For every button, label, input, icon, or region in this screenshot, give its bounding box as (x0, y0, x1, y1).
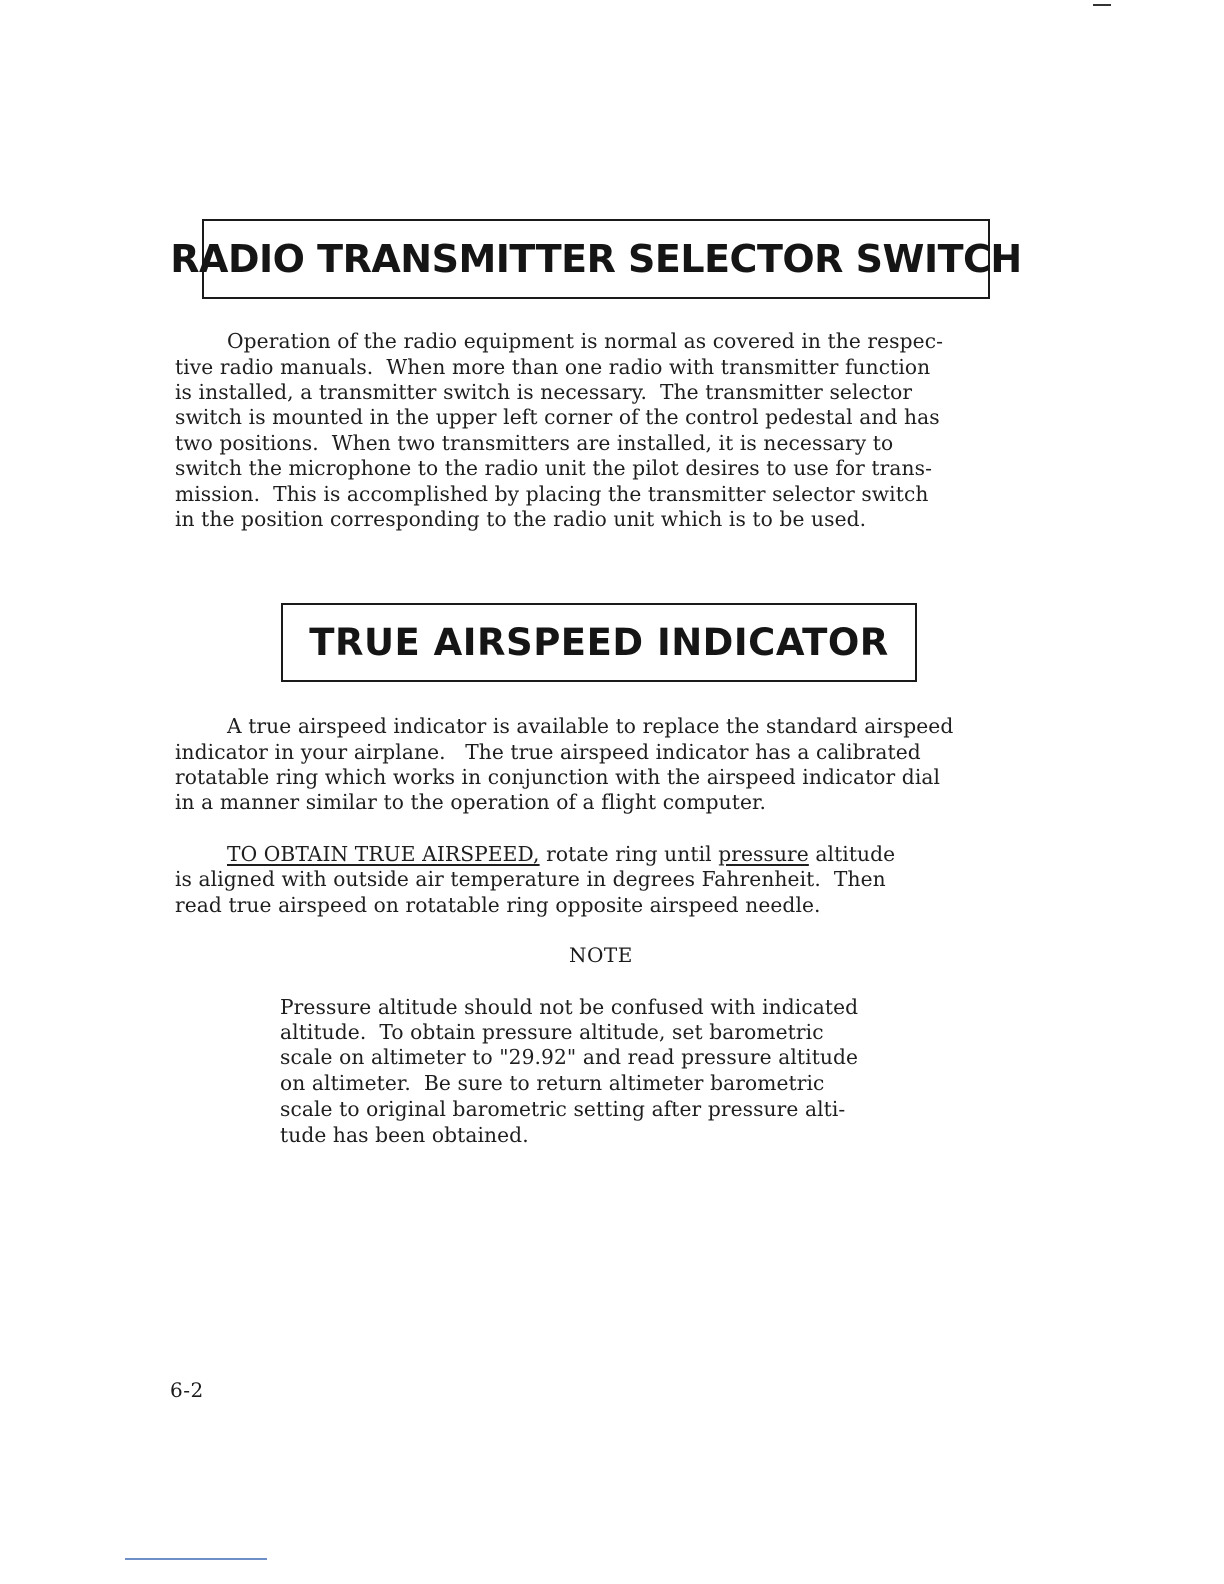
note-line: Pressure altitude should not be confused with indicated (280, 995, 859, 1019)
text-line (227, 842, 895, 867)
text-line: tive radio manuals. When more than one radio with transmitter function (175, 355, 931, 379)
text-run: altitude (808, 842, 896, 866)
text-run: rotate ring until (539, 842, 719, 866)
text-line: rotatable ring which works in conjunction with the airspeed indicator dial (175, 765, 941, 789)
text-line: switch is mounted in the upper left corner of the control pedestal and has (175, 405, 940, 429)
page-number: 6-2 (170, 1378, 204, 1402)
text-line: switch the microphone to the radio unit the pilot desires to use for trans- (175, 456, 932, 480)
note-line: on altimeter. Be sure to return altimeter barometric (280, 1071, 825, 1095)
text-line: indicator in your airplane. The true airspeed indicator has a calibrated (175, 740, 921, 764)
note-line: altitude. To obtain pressure altitude, set barometric (280, 1020, 824, 1044)
section-heading-radio-transmitter (170, 219, 1022, 299)
section-heading-true-airspeed (281, 603, 917, 682)
text-line: read true airspeed on rotatable ring opposite airspeed needle. (175, 893, 821, 917)
corner-mark (1093, 4, 1111, 6)
text-line: two positions. When two transmitters are installed, it is necessary to (175, 431, 894, 455)
underlined-word: pressure (718, 842, 809, 866)
lead-in-underlined: TO OBTAIN TRUE AIRSPEED, (227, 842, 540, 866)
note-line: scale to original barometric setting after pressure alti- (280, 1097, 846, 1121)
text-line: mission. This is accomplished by placing the transmitter selector switch (175, 482, 929, 506)
text-line: A true airspeed indicator is available to replace the standard airspeed (227, 714, 954, 738)
text-line: is installed, a transmitter switch is necessary. The transmitter selector (175, 380, 913, 404)
heading-text: TRUE AIRSPEED INDICATOR (309, 621, 889, 664)
heading-text: RADIO TRANSMITTER SELECTOR SWITCH (170, 237, 1022, 281)
text-line: in the position corresponding to the radio unit which is to be used. (175, 507, 867, 531)
text-line: Operation of the radio equipment is normal as covered in the respec- (227, 329, 944, 353)
text-line: in a manner similar to the operation of a flight computer. (175, 790, 767, 814)
note-line: scale on altimeter to "29.92" and read pressure altitude (280, 1045, 859, 1069)
note-line: tude has been obtained. (280, 1123, 529, 1147)
bottom-divider (125, 1558, 267, 1560)
note-label: NOTE (569, 943, 633, 967)
text-line: is aligned with outside air temperature in degrees Fahrenheit. Then (175, 867, 886, 891)
